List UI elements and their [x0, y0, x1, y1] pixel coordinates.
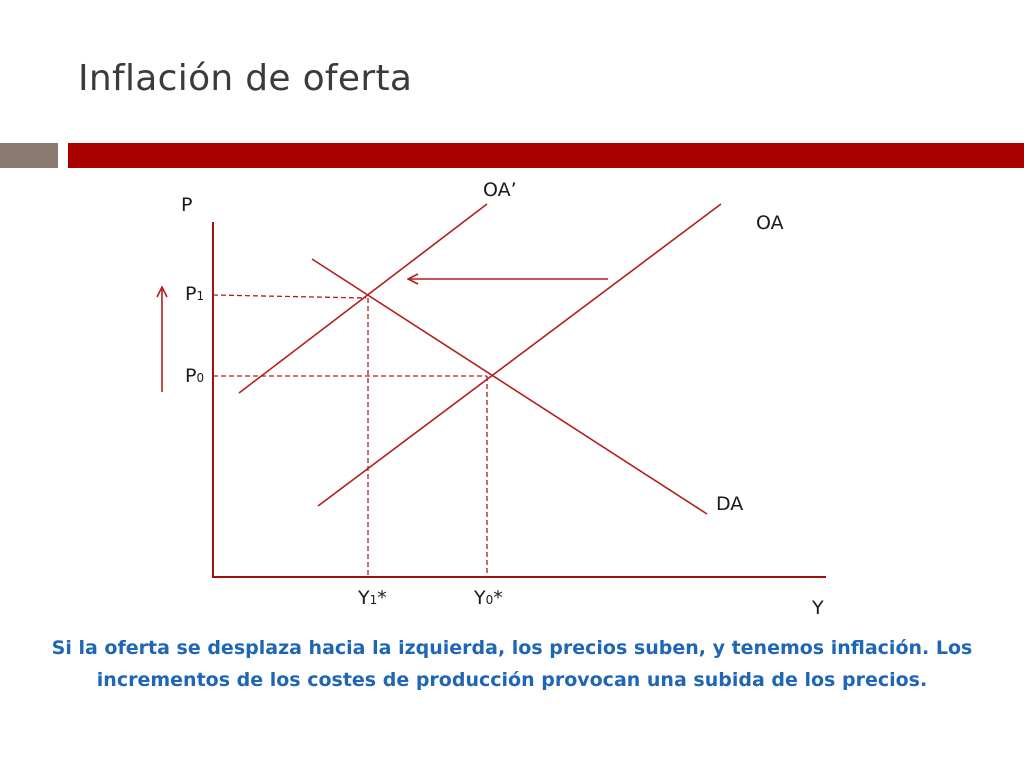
slide-title: Inflación de oferta	[78, 58, 413, 99]
slide-caption: Si la oferta se desplaza hacia la izquierda, los precios suben, y tenemos inflación. Los incrementos de los costes de producción provocan una subida de los precios.	[51, 637, 973, 691]
p1-label: P1	[185, 283, 205, 305]
demand-curve	[312, 259, 707, 514]
demand-label: DA	[716, 493, 744, 515]
supply-curve-original	[318, 204, 721, 506]
supply-curve-shifted	[239, 204, 487, 393]
x-axis-label: Y	[812, 597, 824, 619]
y1-label: Y1*	[358, 587, 387, 609]
p1-guide-line	[213, 295, 366, 298]
y0-label: Y0*	[474, 587, 503, 609]
y-axis-label: P	[181, 194, 193, 216]
supply-original-label: OA	[756, 212, 784, 234]
p0-label: P0	[185, 365, 205, 387]
supply-shifted-label: OA’	[483, 179, 517, 201]
